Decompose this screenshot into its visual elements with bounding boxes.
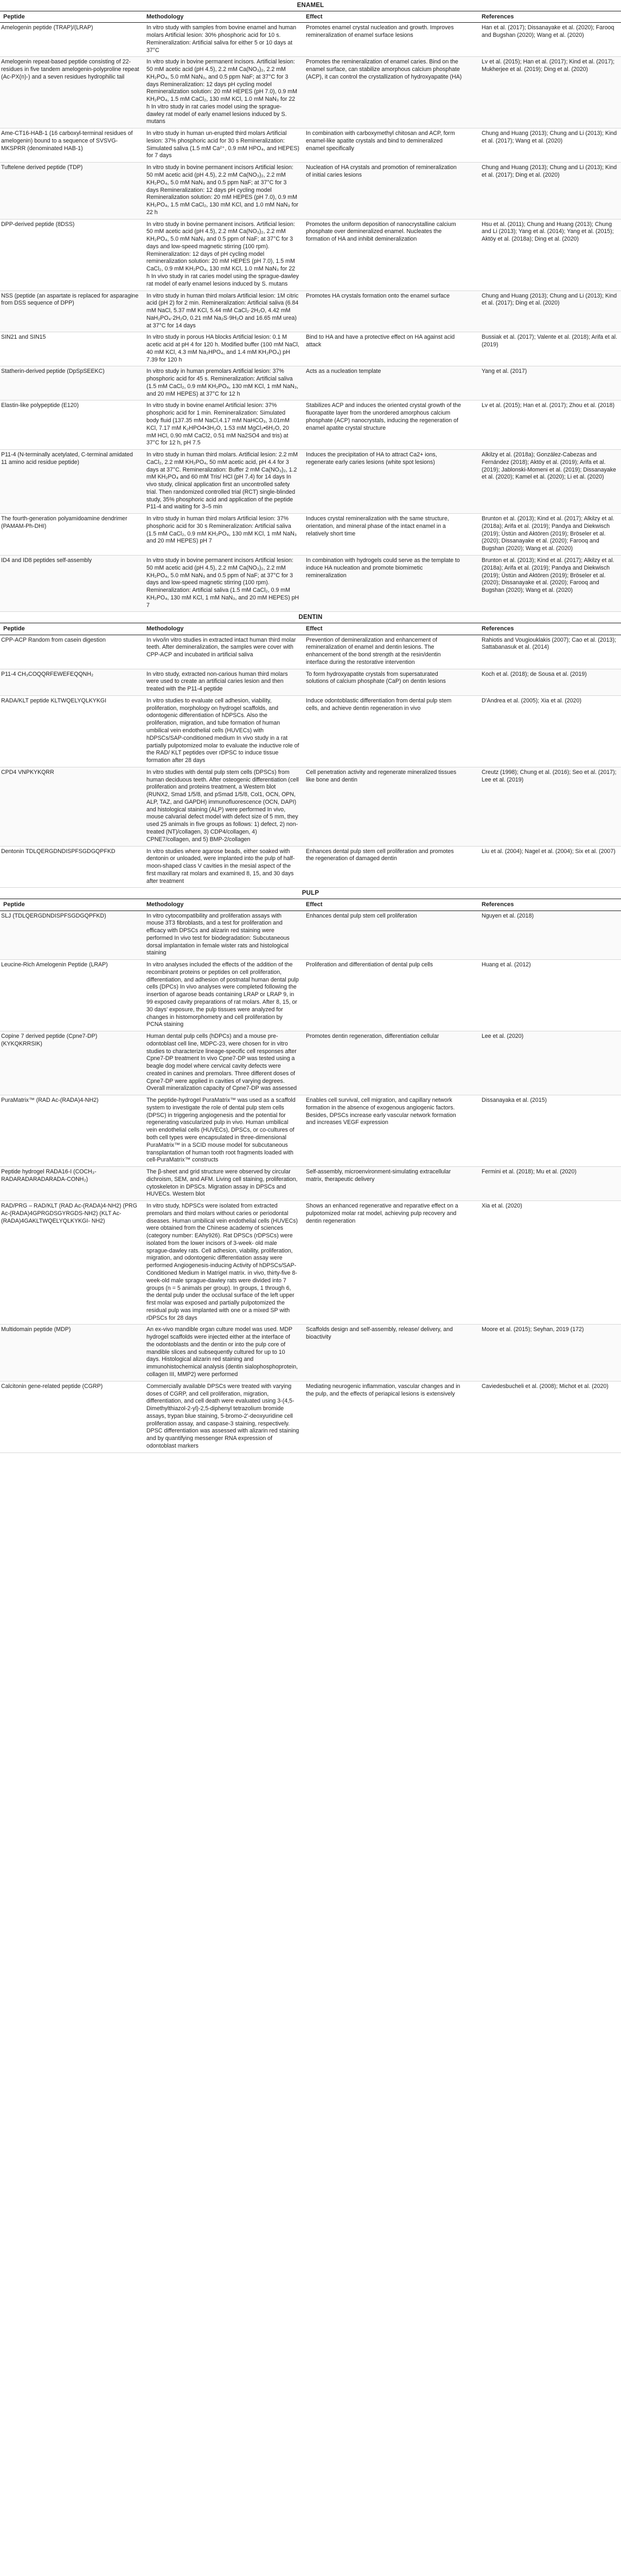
cell-peptide (0, 163, 143, 219)
cell-methodology (143, 1201, 303, 1325)
cell-references (465, 163, 621, 219)
peptide-text: NSS (peptide (an aspartate is replaced for asparagine from DSS sequence of DPP) (1, 292, 139, 307)
references-text: Rahiotis and Vougiouklakis (2007); Cao et al. (2013); Sattabanasuk et al. (2014) (482, 636, 616, 651)
peptide-text: Statherin-derived peptide (DpSpSEEKC) (1, 368, 105, 375)
references-text: Chung and Huang (2013); Chung and Li (2013); Kind et al. (2017); Wang et al. (2020) (482, 130, 617, 144)
references-text: Yang et al. (2017) (482, 368, 527, 375)
section-title-row (0, 0, 621, 11)
cell-references (465, 57, 621, 128)
methodology-text: In vitro studies to evaluate cell adhesion, viability, proliferation, morphology on hydrogel scaffolds, and odontogenic differentiation of hDPSCs. Also the proliferation, migration, and tube formation of human umbilical vein endothelial cells (HUVECs) with hDPSCs/SAP-conditioned medium In vivo study in a rat partially pulpotomized molar to evaluate the inductive role of the RAD/ KLT peptides over rDPSC to induce tissue formation after 28 days (146, 697, 299, 764)
effect-text: Enhances dental pulp stem cell proliferation (306, 912, 417, 919)
effect-text: Acts as a nucleation template (306, 368, 381, 375)
cell-effect (303, 960, 465, 1031)
references-text: Lee et al. (2020) (482, 1033, 524, 1040)
methodology-text: In vitro study in human third molars. Artificial lesion: 2.2 mM CaCl₂, 2.2 mM KH₂PO₄, 50 mM acetic acid, pH 4.4 for 3 days at 37°C. Remineralization: Buffer 2 mM Ca(NO₃)₂, 1.2 mM KH₂PO₄ and 60 mM Tris/ HCl (pH 7.4) for 14 days In vivo study, clinical application first an uncontrolled safety trial. Then randomized controlled trial (RCT) single-blinded study, 35% phosphoric acid and application of the peptide P11-4 and waiting for 3–5 min (146, 451, 298, 511)
cell-methodology (143, 1095, 303, 1167)
table-row (0, 556, 621, 612)
methodology-text: Human dental pulp cells (hDPCs) and a mouse pre-odontoblast cell line, MDPC-23, were chosen for in vitro studies to characterize lineage-specific cell responses after Cpne7-DP treatment In vivo Cpne7-DP was tested using a beagle dog model where cervical cavity defects were created in canines and premolars. Three different doses of Cpne7-DP were applied in cavities of varying degrees. Overall mineralization capacity of Cpne7-DP was assessed (146, 1033, 297, 1092)
effect-text: Prevention of demineralization and enhancement of remineralization of enamel and dentin lesions. The enhancement of the bond strength at the resin/dentin interface during the restorative intervention (306, 636, 441, 666)
methodology-text: In vitro study in bovine permanent incisors Artificial lesion: 50 mM acetic acid (pH 4.5), 2.2 mM Ca(NO₃)₂, 2.2 mM KH₂PO₄, 5.0 mM NaN₃ and 0.5 ppm NaF; at 37°C for 3 days Remineralization: 12 days pH cycling model Remineralization solution: 20 mM HEPES (pH 7.0), 0.9 mM KH₂PO₄, 1.5 mM CaCl₂, 130 mM KCl, and 1.0 mM NaN₃ for 22 h (146, 164, 299, 216)
table-row (0, 767, 621, 846)
cell-peptide (0, 556, 143, 612)
cell-effect (303, 1325, 465, 1381)
cell-peptide (0, 450, 143, 514)
references-text: Koch et al. (2018); de Sousa et al. (2019) (482, 670, 587, 677)
table-row (0, 401, 621, 450)
header-peptide: Peptide (0, 11, 143, 22)
effect-text: Induces crystal remineralization with the same structure, orientation, and mineral phase of the intact enamel in a relatively short time (306, 515, 449, 537)
cell-peptide (0, 128, 143, 163)
methodology-text: In vitro study, hDPSCs were isolated from extracted premolars and third molars without caries or periodontal diseases. Human umbilical vein endothelial cells (HUVECs) were obtained from the Chinese academy of sciences (category number: EAhy926). Rat DPSCs (rDPSCs) were isolated from the lower incisors of 3-week- old male sprague-dawley rats. Cell adhesion, viability, proliferation, migration, and odontogenic differentiation assay were performed Angiogenesis-inducing Activity of hDPSCs/SAP-Conditioned Medium in Matrigel matrix. in vivo, thirty-five 8-week-old male sprague-dawley rats were divided into 7 groups (n = 5 animals per group). In groups, 1 through 6, the dental pulp under the occlusal surface of the left upper first molar was exposed and partially pulpotomized the residual pulp was implanted with one or a mixed SP with rDPSCs for 28 days (146, 1203, 298, 1321)
references-text: Liu et al. (2004); Nagel et al. (2004); Six et al. (2007) (482, 848, 616, 855)
effect-text: In combination with hydrogels could serve as the template to induce HA nucleation and promote biomimetic remineralization (306, 557, 460, 579)
header-effect: Effect (303, 899, 465, 911)
header-effect: Effect (303, 623, 465, 635)
section-title: PULP (0, 888, 621, 899)
effect-text: Enables cell survival, cell migration, and capillary network formation in the absence of exogenous angiogenic factors. Besides, DPSCs increase early vascular network formation and increases VEGF expression (306, 1097, 456, 1126)
cell-effect (303, 450, 465, 514)
table-row (0, 57, 621, 128)
cell-peptide (0, 767, 143, 846)
cell-references (465, 128, 621, 163)
table-row (0, 669, 621, 695)
references-text: Nguyen et al. (2018) (482, 912, 534, 919)
cell-peptide (0, 366, 143, 401)
references-text: Fermini et al. (2018); Mu et al. (2020) (482, 1168, 577, 1176)
cell-peptide (0, 1201, 143, 1325)
section-title-row (0, 888, 621, 899)
cell-methodology (143, 1031, 303, 1095)
cell-methodology (143, 911, 303, 960)
cell-peptide (0, 401, 143, 450)
effect-text: Enhances dental pulp stem cell proliferation and promotes the regeneration of damaged dentin (306, 848, 454, 862)
peptide-text: SIN21 and SIN15 (1, 334, 46, 341)
table-row (0, 514, 621, 556)
cell-methodology (143, 23, 303, 57)
references-text: Lv et al. (2015); Han et al. (2017); Kind et al. (2017); Mukherjee et al. (2019); Ding et al. (2020) (482, 59, 614, 73)
peptide-text: CPP-ACP Random from casein digestion (1, 636, 106, 643)
cell-peptide (0, 960, 143, 1031)
cell-effect (303, 695, 465, 767)
references-text: Chung and Huang (2013); Chung and Li (2013); Kind et al. (2017); Ding et al. (2020) (482, 164, 617, 179)
effect-text: Promotes HA crystals formation onto the enamel surface (306, 292, 450, 299)
peptide-text: Elastin-like polypeptide (E120) (1, 402, 79, 409)
table-row (0, 1095, 621, 1167)
references-text: Brunton et al. (2013); Kind et al. (2017); Alkilzy et al. (2018a); Arifa et al. (2019); Pandya and Diekwisch (2019); Üstün and Aktören (2019); Bröseler et al. (2020); Dissanayake et al. (2020); Farooq and Bugshan (2020); Wang et al. (2020) (482, 557, 614, 594)
peptide-text: Peptide hydrogel RADA16-I (COCH₃-RADARADARADARADA-CONH₂) (1, 1168, 97, 1183)
table-row (0, 290, 621, 332)
section-title: ENAMEL (0, 0, 621, 11)
cell-references (465, 767, 621, 846)
cell-peptide (0, 332, 143, 366)
effect-text: Nucleation of HA crystals and promotion of remineralization of initial caries lesions (306, 164, 457, 179)
cell-references (465, 846, 621, 888)
cell-effect (303, 767, 465, 846)
table-row (0, 911, 621, 960)
peptide-text: DPP-derived peptide (8DSS) (1, 221, 75, 228)
methodology-text: In vitro study in human premolars Artificial lesion: 37% phosphoric acid for 45 s. Remineralization: Artificial saliva (1.5 mM CaCl₂, 0.9 mM KH₂PO₄, 130 mM KCl, 1 mM NaN₃, and 20 mM HEPES) at 37°C for 12 h (146, 368, 298, 397)
cell-references (465, 450, 621, 514)
references-text: Brunton et al. (2013); Kind et al. (2017); Alkilzy et al. (2018a); Arifa et al. (2019); Pandya and Diekwisch (2019); Üstün and Aktören (2019); Bröseler et al. (2020); Dissanayake et al. (2020); Farooq and Bugshan (2020); Wang et al. (2020) (482, 515, 614, 552)
peptide-text: P11-4 CH₃COQQRFEWEFEQQNH₂ (1, 670, 94, 677)
methodology-text: In vitro analyses included the effects of the addition of the recombinant proteins or peptides on cell proliferation, differentiation, and adhesion of postnatal human dental pulp cells (DPCs) In vivo analyses were completed following the insertion of agarose beads containing LRAP or LRAP 9, in 99 exposed cavity preparations of rat molars. After 8, 15, or 30 days' exposure, the pulp tissues were analyzed for changes in histomorphometry and cell proliferation by PCNA staining (146, 961, 299, 1028)
methodology-text: In vitro study in human third molars Artificial lesion: 1M citric acid (pH 2) for 2 min. Remineralization: Artificial saliva (6.84 mM NaCl, 5.37 mM KCl, 5.44 mM CaCl₂·2H₂O, 4.42 mM NaH₂PO₄·2H₂O, 0.21 mM Na₂S·9H₂O and 16.65 mM urea) at 37°C for 14 days (146, 292, 299, 329)
references-text: Chung and Huang (2013); Chung and Li (2013); Kind et al. (2017); Ding et al. (2020) (482, 292, 617, 307)
cell-effect (303, 290, 465, 332)
methodology-text: In vivo/in vitro studies in extracted intact human third molar teeth. After demineralization, the samples were cover with CPP-ACP and incubated in artificial saliva (146, 636, 296, 658)
references-text: Creutz (1998); Chung et al. (2016); Seo et al. (2017); Lee et al. (2019) (482, 769, 617, 783)
methodology-text: In vitro studies with dental pulp stem cells (DPSCs) from human deciduous teeth. After osteogenic differentiation (cell proliferation and proteins treatment, a Western blot (RUNX2, Smad 1/5/8, and pSmad 1/5/8, Col1, OCN, OPN, ALP, TAZ, and GAPDH) immunofluorescence (OCN, DAPI) and histological staining (ALP) were performed In vivo, mouse calvarial defect model with defect size of 5 mm, they used 25 animals in five groups as follows: 1) defect, 2) non-treated (NT)/collagen, 3) CDP4/collagen, 4) CPNE7/collagen, and 5) BMP-2/collagen (146, 769, 299, 843)
references-text: D'Andrea et al. (2005); Xia et al. (2020) (482, 697, 581, 704)
peptide-text: RAD/PRG – RAD/KLT (RAD Ac-(RADA)4-NH2) (PRG Ac-(RADA)4GPRGDSGYRGDS-NH2) (KLT Ac-(RADA)4GAKLTWQELYQLKYKGI- NH2) (1, 1203, 137, 1224)
cell-effect (303, 163, 465, 219)
peptide-text: SLJ (TDLQERGDNDISPFSGDGQPFKD) (1, 912, 106, 919)
header-methodology: Methodology (143, 899, 303, 911)
cell-methodology (143, 767, 303, 846)
methodology-text: In vitro studies where agarose beads, either soaked with dentonin or unloaded, were implanted into the pulp of half-moon-shaped class V cavities in the mesial aspect of the first maxillary rat molars and examined 8, 15, and 30 days after treatment (146, 848, 295, 885)
table-row (0, 163, 621, 219)
references-text: Huang et al. (2012) (482, 961, 531, 969)
cell-peptide (0, 514, 143, 556)
cell-peptide (0, 846, 143, 888)
cell-peptide (0, 219, 143, 290)
table-row (0, 960, 621, 1031)
section-title: DENTIN (0, 612, 621, 623)
references-text: Lv et al. (2015); Han et al. (2017); Zhou et al. (2018) (482, 402, 614, 409)
effect-text: Induce odontoblastic differentiation from dental pulp stem cells, and achieve dentin regeneration in vivo (306, 697, 452, 712)
cell-references (465, 332, 621, 366)
effect-text: Shows an enhanced regenerative and reparative effect on a pulpotomized molar rat model, achieving pulp recovery and dentin regeneration (306, 1203, 458, 1224)
cell-peptide (0, 57, 143, 128)
methodology-text: The β-sheet and grid structure were observed by circular dichroism, SEM, and AFM. Living cell staining, proliferation, cytoskeleton in DPSCs. Migration assay in DPSCs and HUVECs. Western blot (146, 1168, 298, 1198)
cell-methodology (143, 219, 303, 290)
cell-methodology (143, 450, 303, 514)
peptide-text: Amelogenin repeat-based peptide consisting of 22-residues in five tandem amelogenin-polyproline repeat (Ac-PX(n)-) and a seven residues hydrophilic tail (1, 59, 139, 80)
references-text: Caviedesbucheli et al. (2008); Michot et al. (2020) (482, 1383, 609, 1390)
cell-effect (303, 1167, 465, 1201)
cell-methodology (143, 57, 303, 128)
cell-methodology (143, 1381, 303, 1452)
effect-text: Induces the precipitation of HA to attract Ca2+ ions, regenerate early caries lesions (white spot lesions) (306, 451, 437, 466)
table-row (0, 128, 621, 163)
references-text: Moore et al. (2015); Seyhan, 2019 (172) (482, 1326, 584, 1333)
cell-peptide (0, 1381, 143, 1452)
header-methodology: Methodology (143, 11, 303, 22)
table-row (0, 1167, 621, 1201)
cell-effect (303, 23, 465, 57)
cell-methodology (143, 514, 303, 556)
cell-references (465, 1201, 621, 1325)
cell-effect (303, 401, 465, 450)
cell-methodology (143, 846, 303, 888)
cell-references (465, 669, 621, 695)
cell-references (465, 1031, 621, 1095)
methodology-text: In vitro cytocompatibility and proliferation assays with mouse 3T3 fibroblasts, and a test for proliferation and efficacy with DPSCs and alizarin red staining were performed In vivo test for biodegradation: Subcutaneous dorsal implantation in female wister rats and histological staining (146, 912, 290, 957)
cell-effect (303, 1381, 465, 1452)
cell-references (465, 635, 621, 669)
cell-effect (303, 128, 465, 163)
cell-effect (303, 556, 465, 612)
cell-effect (303, 219, 465, 290)
cell-peptide (0, 635, 143, 669)
effect-text: Promotes the uniform deposition of nanocrystalline calcium phosphate over demineralized enamel. Nucleates the formation of HA and inhibit demineralization (306, 221, 456, 243)
cell-references (465, 556, 621, 612)
cell-effect (303, 911, 465, 960)
table-row (0, 1031, 621, 1095)
references-text: Bussiak et al. (2017); Valente et al. (2018); Arifa et al. (2019) (482, 334, 618, 348)
peptide-text: Multidomain peptide (MDP) (1, 1326, 71, 1333)
cell-peptide (0, 290, 143, 332)
effect-text: Mediating neurogenic inflammation, vascular changes and in the pulp, and the effects of periapical lesions is extensively (306, 1383, 460, 1397)
cell-effect (303, 514, 465, 556)
column-header-row (0, 623, 621, 635)
cell-effect (303, 332, 465, 366)
table-row (0, 846, 621, 888)
column-header-row (0, 899, 621, 911)
peptide-text: The fourth-generation polyamidoamine dendrimer (PAMAM-Ph-DHI) (1, 515, 127, 530)
cell-references (465, 1325, 621, 1381)
table-row (0, 23, 621, 57)
table-row (0, 1201, 621, 1325)
peptide-text: Copine 7 derived peptide (Cpne7-DP) (KYKQKRRSIK) (1, 1033, 98, 1047)
peptide-text: P11-4 (N-terminally acetylated, C-terminal amidated 11 amino acid residue peptide) (1, 451, 133, 466)
cell-references (465, 1095, 621, 1167)
peptide-text: PuraMatrix™ (RAD Ac-(RADA)4-NH2) (1, 1097, 99, 1104)
table-row (0, 450, 621, 514)
effect-text: Scaffolds design and self-assembly, release/ delivery, and bioactivity (306, 1326, 453, 1341)
methodology-text: In vitro study in porous HA blocks Artificial lesion: 0.1 M acetic acid at pH 4 for 120 h. Modified buffer (100 mM NaCl, 40 mM KCl, 4.3 mM Na₂HPO₄, and 1.4 mM KH₂PO₄) pH 7.39 for 120 h (146, 334, 299, 363)
cell-peptide (0, 911, 143, 960)
column-header-row (0, 11, 621, 22)
peptide-text: Ame-CT16-HAB-1 (16 carboxyl-terminal residues of amelogenin) bound to a sequence of SVSVG-MKSPRR (denominated HAB-1) (1, 130, 133, 152)
methodology-text: An ex-vivo mandible organ culture model was used. MDP hydrogel scaffolds were injected either at the interface of the odontoblasts and the dentin or into the pulp core of mandible slices and subsequently cultured for up to 10 days. Histological alizarin red staining and immunohistochemical analysis (dentin sialophosphoprotein, collagen III, MMP2) were performed (146, 1326, 298, 1378)
methodology-text: In vitro study in bovine permanent incisors. Artificial lesion: 50 mM acetic acid (pH 4.5), 2.2 mM Ca(NO₃)₂, 2.2 mM KH₂PO₄, 5.0 mM NaN₃ and 0.5 ppm of NaF; at 37°C for 3 days and low-speed magnetic stirring (100 rpm). Remineralization: 12 days of pH cycling model remineralization solution: 20 mM HEPES (pH 7.0), 1.5 mM CaCl₂, 0.9 mM KH₂PO₄, 130 mM KCl, 1.0 mM NaN₃ for 22 h In vivo study in rat caries model using the sprague-dawley rat model of early enamel lesions induced by S. mutans (146, 221, 299, 287)
methodology-text: In vitro study in bovine permanent incisors. Artificial lesion: 50 mM acetic acid (pH 4.5), 2.2 mM Ca(NO₃)₂, 2.2 mM KH₂PO₄, 5.0 mM NaN₃, and 0.5 ppm NaF; at 37°C for 3 days Remineralization: 12 days pH cycling model Remineralization solution: 20 mM HEPES (pH 7.0), 0.9 mM KH₂PO₄, 1.5 mM CaCl₂, 130 mM KCl, 1.0 mM NaN₃ for 22 h In vitro study in rat caries model using the sprague-dawley rat model of early enamel lesions induced by S. mutans (146, 59, 297, 125)
references-text: Han et al. (2017); Dissanayake et al. (2020); Farooq and Bugshan (2020); Wang et al. (2020) (482, 24, 614, 38)
effect-text: Stabilizes ACP and induces the oriented crystal growth of the fluorapatite layer from the unordered amorphous calcium phosphate (ACP) nanocrystals, inducing the regeneration of enamel apatite crystal structure (306, 402, 461, 431)
cell-effect (303, 846, 465, 888)
header-references: References (465, 11, 621, 22)
cell-methodology (143, 669, 303, 695)
peptide-text: Tuftelene derived peptide (TDP) (1, 164, 83, 171)
cell-peptide (0, 669, 143, 695)
methodology-text: The peptide-hydrogel PuraMatrix™ was used as a scaffold system to investigate the role of dental pulp stem cells (DPSC) in triggering angiogenesis and the potential for regenerating vascularized pulp in vivo. Human umbilical vein endothelial cells (HUVECs), DPSCs, or co-cultures of both cell types were encapsulated in three-dimensional PuraMatrix™ in a SCID mouse model for subcutaneous transplantation of human tooth root fragments loaded with cell-PuraMatrix™ constructs (146, 1097, 296, 1164)
peptide-text: Dentonin TDLQERGDNDISPFSGDGQPFKD (1, 848, 116, 855)
cell-effect (303, 57, 465, 128)
cell-references (465, 1167, 621, 1201)
effect-text: Promotes the remineralization of enamel caries. Bind on the enamel surface, can stabilize amorphous calcium phosphate (ACP), it can control the crystallization of hydroxyapatite (HA) (306, 59, 462, 80)
cell-references (465, 514, 621, 556)
cell-references (465, 366, 621, 401)
table-row (0, 332, 621, 366)
peptide-text: Amelogenin peptide (TRAP)/(LRAP) (1, 24, 93, 31)
cell-methodology (143, 401, 303, 450)
peptide-text: CPD4 VNPKYKQRR (1, 769, 54, 776)
cell-effect (303, 635, 465, 669)
effect-text: Self-assembly, microenvironment-simulating extracellular matrix, therapeutic delivery (306, 1168, 451, 1183)
cell-methodology (143, 163, 303, 219)
cell-references (465, 960, 621, 1031)
cell-methodology (143, 1325, 303, 1381)
peptide-text: Leucine-Rich Amelogenin Peptide (LRAP) (1, 961, 108, 969)
cell-peptide (0, 1167, 143, 1201)
table-row (0, 695, 621, 767)
methodology-text: In vitro study in human un-erupted third molars Artificial lesion: 37% phosphoric acid for 30 s Remineralization: Simulated saliva (1.5 mM Ca²⁺, 0.9 mM HPO₄, and HEPES) for 7 days (146, 130, 299, 159)
header-peptide: Peptide (0, 623, 143, 635)
cell-methodology (143, 556, 303, 612)
cell-methodology (143, 290, 303, 332)
cell-effect (303, 1201, 465, 1325)
table-row (0, 366, 621, 401)
cell-peptide (0, 695, 143, 767)
cell-references (465, 911, 621, 960)
references-text: Xia et al. (2020) (482, 1203, 522, 1210)
cell-references (465, 695, 621, 767)
cell-references (465, 219, 621, 290)
cell-peptide (0, 23, 143, 57)
effect-text: Proliferation and differentiation of dental pulp cells (306, 961, 433, 969)
table-row (0, 1381, 621, 1452)
methodology-text: In vitro study in bovine permanent incisors Artificial lesion: 50 mM acetic acid (pH 4.5), 2.2 mM Ca(NO₃)₂, 2.2 mM KH₂PO₄, 5.0 mM NaN₃ and 0.5 ppm of NaF; at 37°C for 3 days and low-speed magnetic stirring (100 rpm). Remineralization: Artificial saliva (1.5 mM CaCl₂, 0.9 mM KH₂PO₄, 130 mM KCl, 1 mM NaN₃, and 20 mM HEPES) pH 7 (146, 557, 299, 609)
methodology-text: In vitro study in bovine enamel Artificial lesion: 37% phosphoric acid for 1 min. Remineralization: Simulated body fluid (137.35 mM NaCl,4.17 mM NaHCO₃, 3.01mM KCl, 7.17 mM K₂HPO4•3H₂O, 1.53 mM MgCl₂•6H₂O, 20 mM HCl, 0.90 mM CaCl2, 0.51 mM Na2SO4 and tris) at 37°C for 12 h, pH 7.5 (146, 402, 290, 447)
cell-methodology (143, 960, 303, 1031)
header-effect: Effect (303, 11, 465, 22)
references-text: Hsu et al. (2011); Chung and Huang (2013); Chung and Li (2013); Yang et al. (2014); Yang et al. (2015); Aktöy et al. (2018a); Ding et al. (2020) (482, 221, 614, 243)
cell-effect (303, 1031, 465, 1095)
cell-effect (303, 669, 465, 695)
cell-references (465, 1381, 621, 1452)
references-text: Alkilzy et al. (2018a); González-Cabezas and Fernández (2018); Aktöy et al. (2019); Arifa et al. (2019); Jablonski-Momeni et al. (2019); Dissanayake et al. (2020); Kamel et al. (2020); Li et al. (2020) (482, 451, 616, 481)
cell-peptide (0, 1095, 143, 1167)
cell-methodology (143, 635, 303, 669)
peptide-text: RADA/KLT peptide KLTWQELYQLKYKGI (1, 697, 107, 704)
cell-references (465, 290, 621, 332)
table-row (0, 219, 621, 290)
header-references: References (465, 899, 621, 911)
cell-methodology (143, 332, 303, 366)
methodology-text: In vitro study, extracted non-carious human third molars were used to create an artificial caries lesion and then treated with the P11-4 peptide (146, 670, 288, 693)
cell-methodology (143, 695, 303, 767)
cell-peptide (0, 1325, 143, 1381)
cell-effect (303, 1095, 465, 1167)
cell-references (465, 401, 621, 450)
effect-text: Cell penetration activity and regenerate mineralized tissues like bone and dentin (306, 769, 457, 783)
cell-methodology (143, 1167, 303, 1201)
cell-methodology (143, 366, 303, 401)
effect-text: Promotes dentin regeneration, differentiation cellular (306, 1033, 439, 1040)
effect-text: Bind to HA and have a protective effect on HA against acid attack (306, 334, 455, 348)
effect-text: To form hydroxyapatite crystals from supersaturated solutions of calcium phosphate (CaP) on dentin lesions (306, 670, 446, 685)
peptide-text: Calcitonin gene-related peptide (CGRP) (1, 1383, 103, 1390)
table-row (0, 635, 621, 669)
header-peptide: Peptide (0, 899, 143, 911)
header-references: References (465, 623, 621, 635)
cell-references (465, 23, 621, 57)
peptide-text: ID4 and ID8 peptides self-assembly (1, 557, 92, 564)
table-row (0, 1325, 621, 1381)
effect-text: Promotes enamel crystal nucleation and growth. Improves remineralization of enamel surface lesions (306, 24, 454, 38)
effect-text: In combination with carboxymethyl chitosan and ACP, form enamel-like apatite crystals and bind to demineralized enamel specifically (306, 130, 455, 152)
references-text: Dissanayaka et al. (2015) (482, 1097, 547, 1104)
methodology-text: In vitro study in human third molars Artificial lesion: 37% phosphoric acid for 30 s Remineralization: Artificial saliva (1.5 mM CaCl₂, 0.9 mM KH₂PO₄, 130 mM KCl, 1 mM NaN₃ and 20 mM HEPES) pH 7 (146, 515, 297, 545)
cell-peptide (0, 1031, 143, 1095)
section-title-row (0, 612, 621, 623)
cell-methodology (143, 128, 303, 163)
header-methodology: Methodology (143, 623, 303, 635)
cell-effect (303, 366, 465, 401)
methodology-text: Commercially available DPSCs were treated with varying doses of CGRP, and cell proliferation, migration, differentiation, and cell death were evaluated using 3-(4,5-Dimethylthiazol-2-yl)-2,5-diphenyl tetrazolium bromide assays, trypan blue staining, 5-bromo-2'-deoxyuridine cell proliferation assay, and caspase-3 staining, respectively. DPSC differentiation was assessed with alizarin red staining and by quantifying messenger RNA expression of odontoblast markers (146, 1383, 299, 1449)
methodology-text: In vitro study with samples from bovine enamel and human molars Artificial lesion: 30% phosphoric acid for 10 s. Remineralization: Artificial saliva for either 5 or 10 days at 37°C (146, 24, 297, 54)
